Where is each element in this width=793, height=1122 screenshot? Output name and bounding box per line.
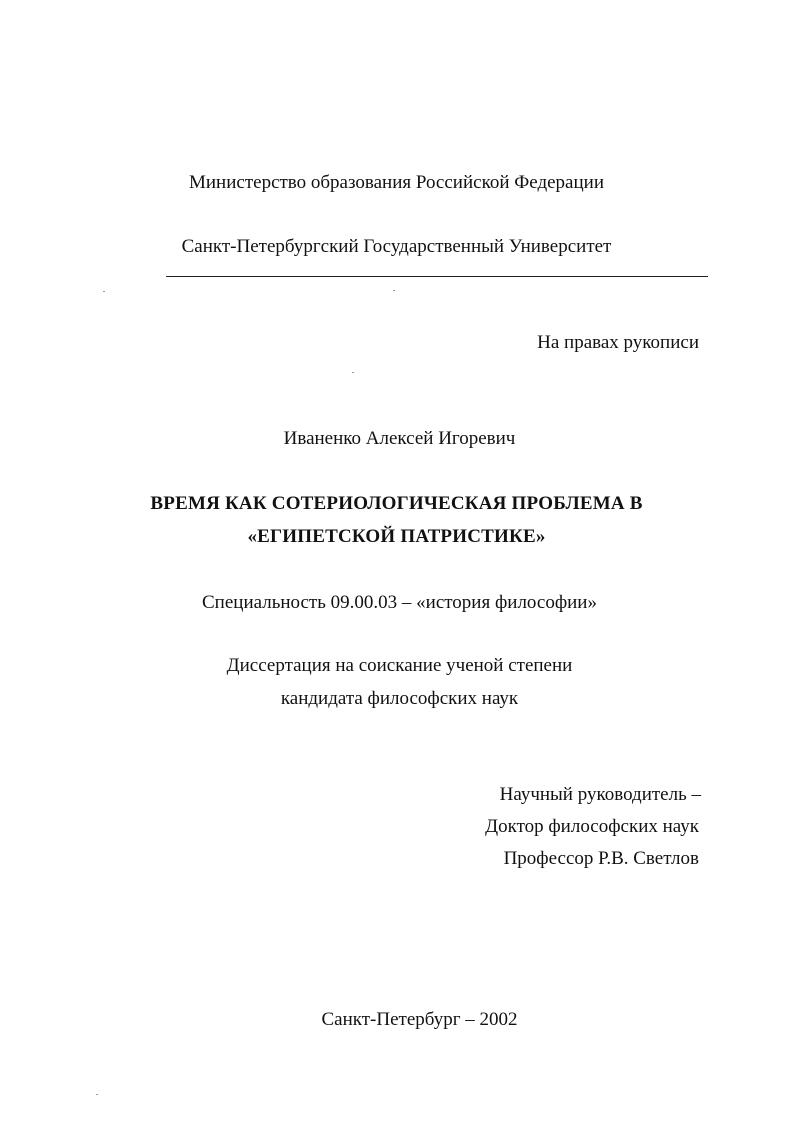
university-name: Санкт-Петербургский Государственный Университет	[181, 236, 612, 257]
dissertation-title-line2: «ЕГИПЕТСКОЙ ПАТРИСТИКЕ»	[247, 526, 546, 547]
ministry-name: Министерство образования Российской Федерации	[189, 172, 604, 193]
degree-line1: Диссертация на соискание ученой степени	[226, 655, 573, 676]
manuscript-note: На правах рукописи	[537, 332, 699, 353]
degree-line2: кандидата философских наук	[280, 688, 519, 709]
scan-speck	[393, 290, 395, 291]
scan-speck	[103, 291, 105, 292]
scan-speck	[352, 372, 354, 373]
header-divider	[166, 276, 708, 277]
place-year: Санкт-Петербург – 2002	[321, 1009, 518, 1030]
supervisor-name: Профессор Р.В. Светлов	[503, 848, 699, 869]
dissertation-title-line1: ВРЕМЯ КАК СОТЕРИОЛОГИЧЕСКАЯ ПРОБЛЕМА В	[150, 493, 643, 514]
scan-speck	[96, 1094, 98, 1095]
specialty: Специальность 09.00.03 – «история философии»	[202, 592, 597, 613]
supervisor-degree: Доктор философских наук	[485, 816, 699, 837]
supervisor-role: Научный руководитель –	[499, 784, 701, 805]
author-name: Иваненко Алексей Игоревич	[283, 428, 516, 449]
